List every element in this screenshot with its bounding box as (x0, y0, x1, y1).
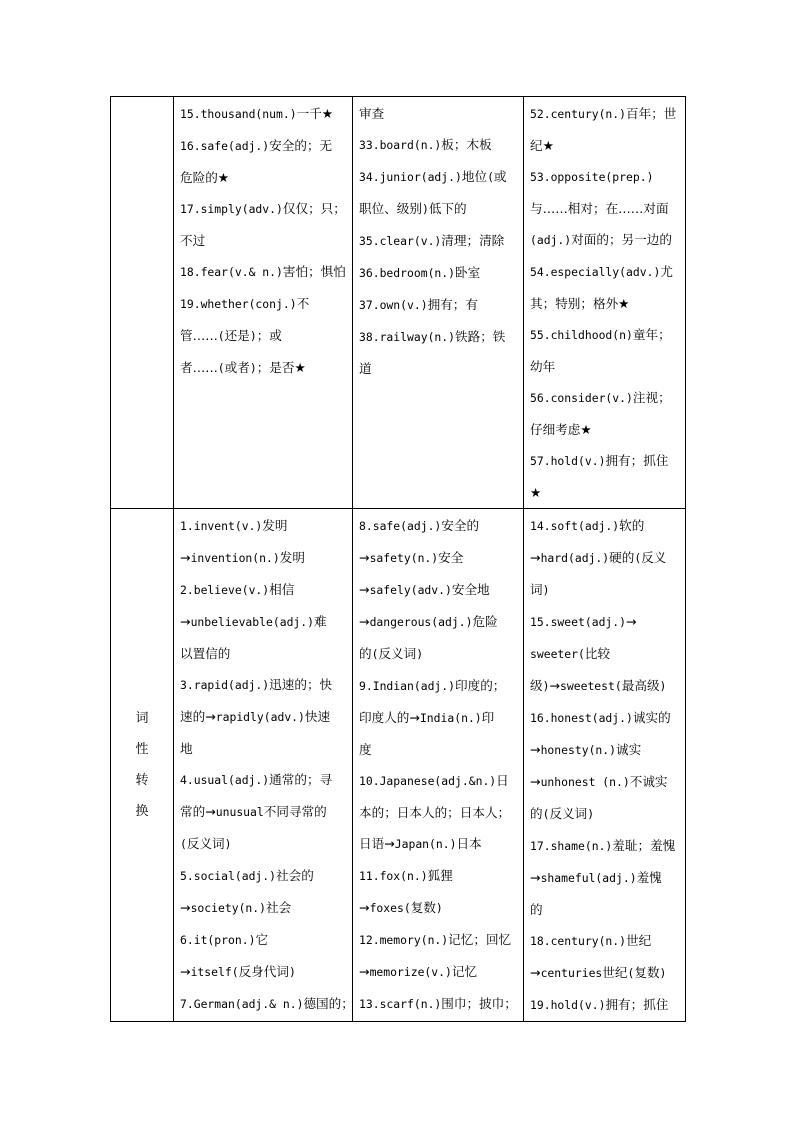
word-list-column-3 (524, 97, 686, 509)
vocab-line: 56.consider(v.)注视； (530, 390, 671, 405)
vocab-line: 与……相对；在……对面 (530, 201, 669, 216)
vocab-line: →unbelievable(adj.)难 (180, 614, 327, 629)
category-char: 转 (135, 773, 149, 788)
vocab-line: 日语→Japan(n.)日本 (359, 836, 482, 851)
vocab-line: →shameful(adj.)羞愧 (530, 870, 662, 885)
vocab-line: 其；特别；格外★ (530, 296, 630, 311)
vocab-line: 仔细考虑★ (530, 422, 592, 437)
vocab-line: 17.simply(adv.)仅仅；只； (180, 201, 346, 216)
vocab-line: 16.safe(adj.)安全的；无 (180, 138, 333, 153)
vocab-line: →safely(adv.)安全地 (359, 582, 490, 597)
vocab-line: →dangerous(adj.)危险 (359, 614, 498, 629)
vocab-line: 36.bedroom(n.)卧室 (359, 265, 481, 280)
vocab-line: 度 (359, 742, 372, 757)
vocab-line: 57.hold(v.)拥有；抓住 (530, 453, 669, 468)
vocab-line: 危险的★ (180, 170, 230, 185)
category-label-word-forms (111, 703, 173, 827)
word-list-column-1 (174, 97, 353, 509)
vocab-line: →society(n.)社会 (180, 900, 292, 915)
vocab-line: 19.whether(conj.)不 (180, 296, 310, 311)
vocab-line: →invention(n.)发明 (180, 550, 305, 565)
vocab-line: →hard(adj.)硬的(反义 (530, 550, 667, 565)
vocab-line: 2.believe(v.)相信 (180, 582, 295, 597)
category-cell-word-forms (111, 509, 174, 1022)
vocab-line: 12.memory(n.)记忆；回忆 (359, 932, 512, 947)
vocab-line: 15.thousand(num.)一千★ (180, 106, 334, 121)
vocab-line: 以置信的 (180, 646, 231, 661)
vocab-line: 6.it(pron.)它 (180, 932, 269, 947)
vocab-line: →itself(反身代词) (180, 964, 296, 979)
vocab-line: 52.century(n.)百年；世 (530, 106, 677, 121)
vocab-line: 13.scarf(n.)围巾；披巾； (359, 996, 517, 1011)
vocab-line: 4.usual(adj.)通常的；寻 (180, 772, 333, 787)
word-forms-column-1 (174, 509, 353, 1022)
vocab-line: 词) (530, 582, 550, 597)
vocab-line: 道 (359, 361, 372, 376)
vocab-line: 18.fear(v.& n.)害怕；惧怕 (180, 264, 346, 279)
vocab-line: 不过 (180, 233, 206, 248)
vocab-line: 印度人的→India(n.)印 (359, 710, 495, 725)
vocab-line: 的(反义词) (530, 806, 595, 821)
vocab-line: 38.railway(n.)铁路；铁 (359, 329, 506, 344)
vocab-line: 10.Japanese(adj.&n.)日 (359, 773, 509, 788)
vocab-line: 管……(还是)；或 (180, 328, 282, 343)
vocab-line: 53.opposite(prep.) (530, 170, 654, 184)
vocab-line: 55.childhood(n)童年； (530, 327, 671, 342)
word-forms-column-3 (524, 509, 686, 1022)
vocab-line: 16.honest(adj.)诚实的 (530, 710, 671, 725)
vocab-line: →centuries世纪(复数) (530, 965, 667, 980)
table-row-words (111, 97, 686, 509)
vocab-line: →unhonest (n.)不诚实 (530, 774, 668, 789)
vocabulary-table (110, 96, 686, 1022)
vocab-line: sweeter(比较 (530, 646, 611, 661)
vocab-line: 地 (180, 741, 193, 756)
vocab-line: 9.Indian(adj.)印度的； (359, 678, 506, 693)
category-char: 性 (135, 742, 149, 757)
vocab-line: 常的→unusual不同寻常的 (180, 804, 327, 819)
vocab-line: 15.sweet(adj.)→ (530, 614, 637, 629)
vocab-line: 5.social(adj.)社会的 (180, 868, 314, 883)
word-forms-column-2 (353, 509, 524, 1022)
category-char: 词 (135, 711, 149, 726)
vocab-line: 14.soft(adj.)软的 (530, 518, 645, 533)
vocab-line: 19.hold(v.)拥有；抓住 (530, 997, 669, 1012)
vocab-line: 级)→sweetest(最高级) (530, 678, 667, 693)
vocab-line: 幼年 (530, 359, 556, 374)
vocab-line: 11.fox(n.)狐狸 (359, 868, 453, 883)
word-list-column-2 (353, 97, 524, 509)
table-row-word-forms (111, 509, 686, 1022)
vocab-line: 18.century(n.)世纪 (530, 933, 652, 948)
vocab-line: →memorize(v.)记忆 (359, 964, 478, 979)
vocab-line: 17.shame(n.)羞耻；羞愧 (530, 838, 676, 853)
category-cell-top (111, 97, 174, 509)
vocab-line: →honesty(n.)诚实 (530, 742, 642, 757)
vocab-line: 速的→rapidly(adv.)快速 (180, 709, 331, 724)
vocab-line: →foxes(复数) (359, 900, 443, 915)
vocab-line: 审查 (359, 106, 385, 121)
vocab-line: 纪★ (530, 138, 554, 153)
vocab-line: 35.clear(v.)清理；清除 (359, 233, 505, 248)
vocab-line: 37.own(v.)拥有；有 (359, 297, 478, 312)
vocab-line: 8.safe(adj.)安全的 (359, 518, 480, 533)
category-char: 换 (135, 804, 149, 819)
vocab-line: 3.rapid(adj.)迅速的；快 (180, 677, 333, 692)
vocab-line: 1.invent(v.)发明 (180, 518, 288, 533)
vocab-line: 的(反义词) (359, 646, 424, 661)
vocab-line: →safety(n.)安全 (359, 550, 464, 565)
vocab-line: 7.German(adj.& n.)德国的； (180, 996, 354, 1011)
vocab-line: 33.board(n.)板；木板 (359, 137, 492, 152)
vocab-line: 者……(或者)；是否★ (180, 360, 306, 375)
vocab-line: (adj.)对面的；另一边的 (530, 232, 672, 247)
vocab-line: 职位、级别)低下的 (359, 201, 467, 216)
vocab-line: 的 (530, 902, 543, 917)
vocab-line: ★ (530, 485, 542, 500)
vocab-line: 54.especially(adv.)尤 (530, 264, 673, 279)
vocab-line: (反义词) (180, 836, 232, 851)
vocab-line: 本的；日本人的；日本人； (359, 805, 511, 820)
vocab-line: 34.junior(adj.)地位(或 (359, 169, 507, 184)
